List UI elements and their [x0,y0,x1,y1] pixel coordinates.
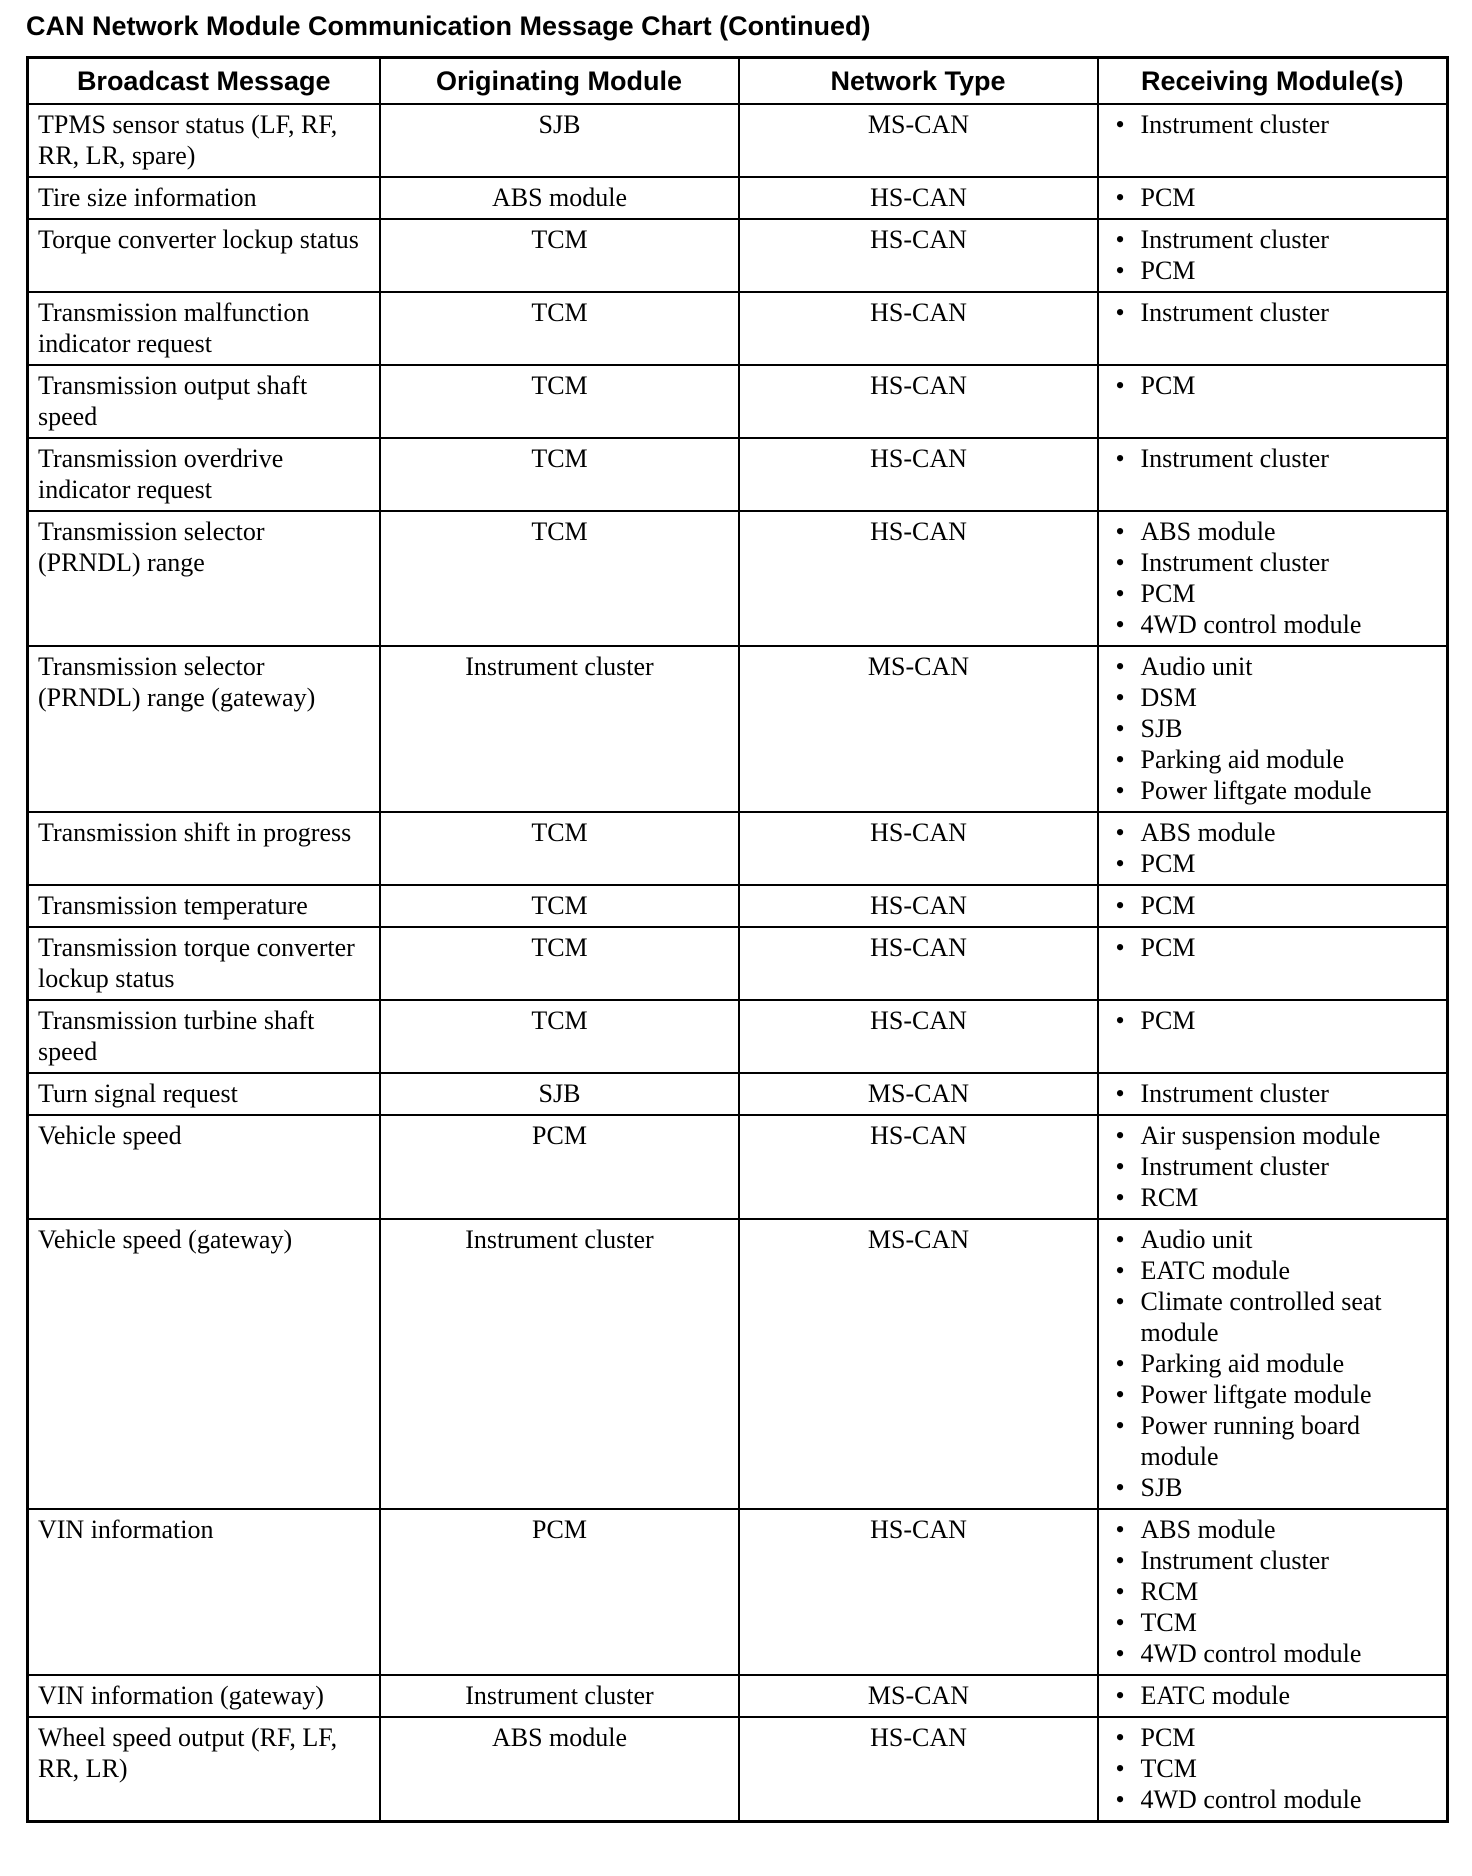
bullet-icon: • [1115,444,1125,473]
receiving-modules-list [1108,1078,1439,1109]
bullet-icon: • [1115,776,1125,805]
list-item [1108,1005,1439,1036]
network-type-cell: HS-CAN [739,1000,1098,1073]
table-row [28,1073,1448,1115]
broadcast-message-cell: Turn signal request [28,1073,380,1115]
receiving-module-label: SJB [1140,714,1183,743]
bullet-icon: • [1115,1152,1125,1181]
list-item [1108,1607,1439,1638]
receiving-module-label: Instrument cluster [1140,444,1329,473]
receiving-module-label: Power liftgate module [1140,1380,1372,1409]
receiving-module-label: DSM [1140,683,1197,712]
bullet-icon: • [1115,371,1125,400]
receiving-modules-cell [1098,1115,1448,1219]
table-row [28,104,1448,177]
network-type-cell: MS-CAN [739,1073,1098,1115]
bullet-icon: • [1115,1183,1125,1212]
receiving-module-label: RCM [1140,1183,1199,1212]
receiving-modules-cell [1098,177,1448,219]
bullet-icon: • [1115,714,1125,743]
list-item [1108,224,1439,255]
broadcast-message-cell: Torque converter lockup status [28,219,380,292]
list-item [1108,1472,1439,1503]
receiving-module-label: PCM [1140,579,1196,608]
table-row [28,1717,1448,1822]
receiving-modules-cell [1098,104,1448,177]
receiving-module-label: Instrument cluster [1140,1546,1329,1575]
bullet-icon: • [1115,225,1125,254]
bullet-icon: • [1115,579,1125,608]
list-item [1108,744,1439,775]
table-row [28,438,1448,511]
broadcast-message-cell: Transmission selector (PRNDL) range (gateway) [28,646,380,812]
receiving-module-label: Climate controlled seat module [1140,1287,1382,1347]
broadcast-message-cell: Transmission overdrive indicator request [28,438,380,511]
network-type-cell: HS-CAN [739,219,1098,292]
receiving-module-label: Instrument cluster [1140,298,1329,327]
broadcast-message-cell: Vehicle speed [28,1115,380,1219]
list-item [1108,932,1439,963]
receiving-modules-list [1108,817,1439,879]
list-item [1108,1753,1439,1784]
list-item [1108,1120,1439,1151]
bullet-icon: • [1115,933,1125,962]
table-row [28,365,1448,438]
receiving-modules-list [1108,890,1439,921]
list-item [1108,1255,1439,1286]
bullet-icon: • [1115,110,1125,139]
originating-module-cell: TCM [380,812,739,885]
bullet-icon: • [1115,1256,1125,1285]
broadcast-message-cell: Transmission torque converter lockup status [28,927,380,1000]
table-row [28,511,1448,646]
broadcast-message-cell: Transmission malfunction indicator request [28,292,380,365]
receiving-module-label: Instrument cluster [1140,110,1329,139]
network-type-cell: HS-CAN [739,885,1098,927]
bullet-icon: • [1115,1380,1125,1409]
network-type-cell: HS-CAN [739,927,1098,1000]
receiving-module-label: RCM [1140,1577,1199,1606]
document-page [26,10,1446,1823]
receiving-modules-list [1108,1722,1439,1815]
list-item [1108,1078,1439,1109]
table-row [28,1000,1448,1073]
table-row [28,1115,1448,1219]
receiving-module-label: PCM [1140,371,1196,400]
table-row [28,1219,1448,1509]
bullet-icon: • [1115,1608,1125,1637]
list-item [1108,1514,1439,1545]
receiving-modules-list [1108,109,1439,140]
originating-module-cell: PCM [380,1509,739,1675]
receiving-module-label: PCM [1140,1006,1196,1035]
bullet-icon: • [1115,183,1125,212]
header-receiving-modules: Receiving Module(s) [1098,58,1448,105]
originating-module-cell: TCM [380,885,739,927]
receiving-module-label: PCM [1140,933,1196,962]
list-item [1108,651,1439,682]
network-type-cell: HS-CAN [739,1115,1098,1219]
network-type-cell: HS-CAN [739,812,1098,885]
list-item [1108,775,1439,806]
bullet-icon: • [1115,1349,1125,1378]
bullet-icon: • [1115,1546,1125,1575]
table-row [28,177,1448,219]
receiving-modules-cell [1098,646,1448,812]
broadcast-message-cell: Transmission output shaft speed [28,365,380,438]
receiving-modules-list [1108,516,1439,640]
broadcast-message-cell: Transmission selector (PRNDL) range [28,511,380,646]
receiving-modules-list [1108,1514,1439,1669]
broadcast-message-cell: VIN information (gateway) [28,1675,380,1717]
list-item [1108,1224,1439,1255]
receiving-module-label: PCM [1140,1723,1196,1752]
list-item [1108,817,1439,848]
originating-module-cell: SJB [380,104,739,177]
network-type-cell: HS-CAN [739,1509,1098,1675]
table-body [28,104,1448,1822]
receiving-module-label: TCM [1140,1608,1197,1637]
network-type-cell: HS-CAN [739,177,1098,219]
originating-module-cell: ABS module [380,1717,739,1822]
receiving-module-label: Power liftgate module [1140,776,1372,805]
receiving-module-label: ABS module [1140,818,1276,847]
bullet-icon: • [1115,891,1125,920]
header-broadcast-message: Broadcast Message [28,58,380,105]
bullet-icon: • [1115,1754,1125,1783]
receiving-modules-cell [1098,219,1448,292]
broadcast-message-cell: Tire size information [28,177,380,219]
list-item [1108,1182,1439,1213]
message-chart-table [26,56,1449,1823]
receiving-module-label: Power running board module [1140,1411,1361,1471]
receiving-modules-list [1108,932,1439,963]
receiving-modules-list [1108,1120,1439,1213]
bullet-icon: • [1115,1473,1125,1502]
receiving-modules-list [1108,182,1439,213]
bullet-icon: • [1115,1079,1125,1108]
receiving-modules-list [1108,370,1439,401]
receiving-modules-list [1108,297,1439,328]
network-type-cell: HS-CAN [739,511,1098,646]
receiving-module-label: PCM [1140,891,1196,920]
table-row [28,292,1448,365]
originating-module-cell: Instrument cluster [380,1219,739,1509]
receiving-module-label: Air suspension module [1140,1121,1381,1150]
receiving-module-label: PCM [1140,849,1196,878]
receiving-modules-list [1108,651,1439,806]
bullet-icon: • [1115,1287,1125,1316]
list-item [1108,1379,1439,1410]
originating-module-cell: TCM [380,219,739,292]
list-item [1108,682,1439,713]
receiving-modules-list [1108,443,1439,474]
receiving-modules-cell [1098,438,1448,511]
bullet-icon: • [1115,1411,1125,1440]
receiving-module-label: EATC module [1140,1256,1290,1285]
originating-module-cell: Instrument cluster [380,646,739,812]
list-item [1108,578,1439,609]
bullet-icon: • [1115,256,1125,285]
receiving-module-label: EATC module [1140,1681,1290,1710]
originating-module-cell: TCM [380,927,739,1000]
bullet-icon: • [1115,1006,1125,1035]
list-item [1108,1638,1439,1669]
table-row [28,1509,1448,1675]
list-item [1108,1576,1439,1607]
receiving-modules-list [1108,224,1439,286]
originating-module-cell: TCM [380,1000,739,1073]
broadcast-message-cell: Transmission shift in progress [28,812,380,885]
network-type-cell: HS-CAN [739,1717,1098,1822]
originating-module-cell: PCM [380,1115,739,1219]
network-type-cell: MS-CAN [739,104,1098,177]
originating-module-cell: Instrument cluster [380,1675,739,1717]
table-row [28,885,1448,927]
receiving-module-label: ABS module [1140,517,1276,546]
receiving-modules-list [1108,1005,1439,1036]
list-item [1108,1410,1439,1472]
list-item [1108,1680,1439,1711]
list-item [1108,890,1439,921]
bullet-icon: • [1115,1225,1125,1254]
receiving-modules-cell [1098,1675,1448,1717]
broadcast-message-cell: TPMS sensor status (LF, RF, RR, LR, spare) [28,104,380,177]
originating-module-cell: ABS module [380,177,739,219]
bullet-icon: • [1115,1681,1125,1710]
broadcast-message-cell: Transmission temperature [28,885,380,927]
page-title: CAN Network Module Communication Message Chart (Continued) [26,11,871,41]
list-item [1108,1722,1439,1753]
list-item [1108,370,1439,401]
list-item [1108,1151,1439,1182]
receiving-modules-cell [1098,1219,1448,1509]
list-item [1108,109,1439,140]
broadcast-message-cell: Vehicle speed (gateway) [28,1219,380,1509]
receiving-module-label: ABS module [1140,1515,1276,1544]
broadcast-message-cell: Transmission turbine shaft speed [28,1000,380,1073]
network-type-cell: HS-CAN [739,292,1098,365]
network-type-cell: MS-CAN [739,646,1098,812]
bullet-icon: • [1115,517,1125,546]
receiving-module-label: Instrument cluster [1140,225,1329,254]
receiving-modules-cell [1098,1717,1448,1822]
receiving-modules-cell [1098,927,1448,1000]
list-item [1108,609,1439,640]
broadcast-message-cell: Wheel speed output (RF, LF, RR, LR) [28,1717,380,1822]
bullet-icon: • [1115,1577,1125,1606]
bullet-icon: • [1115,652,1125,681]
receiving-module-label: 4WD control module [1140,1785,1362,1814]
bullet-icon: • [1115,1515,1125,1544]
table-row [28,927,1448,1000]
receiving-module-label: TCM [1140,1754,1197,1783]
list-item [1108,1286,1439,1348]
list-item [1108,297,1439,328]
list-item [1108,1545,1439,1576]
receiving-modules-cell [1098,365,1448,438]
table-row [28,812,1448,885]
receiving-module-label: PCM [1140,256,1196,285]
network-type-cell: HS-CAN [739,365,1098,438]
receiving-modules-list [1108,1680,1439,1711]
receiving-module-label: 4WD control module [1140,610,1362,639]
network-type-cell: MS-CAN [739,1675,1098,1717]
receiving-modules-cell [1098,812,1448,885]
receiving-modules-cell [1098,1509,1448,1675]
receiving-module-label: Audio unit [1140,1225,1253,1254]
bullet-icon: • [1115,298,1125,327]
bullet-icon: • [1115,1785,1125,1814]
table-row [28,1675,1448,1717]
broadcast-message-cell: VIN information [28,1509,380,1675]
bullet-icon: • [1115,1723,1125,1752]
network-type-cell: HS-CAN [739,438,1098,511]
bullet-icon: • [1115,745,1125,774]
bullet-icon: • [1115,610,1125,639]
receiving-module-label: Audio unit [1140,652,1253,681]
originating-module-cell: TCM [380,511,739,646]
receiving-module-label: Instrument cluster [1140,548,1329,577]
bullet-icon: • [1115,548,1125,577]
list-item [1108,1348,1439,1379]
list-item [1108,713,1439,744]
receiving-module-label: Parking aid module [1140,1349,1345,1378]
header-network-type: Network Type [739,58,1098,105]
table-row [28,646,1448,812]
table-row [28,219,1448,292]
bullet-icon: • [1115,1639,1125,1668]
receiving-modules-list [1108,1224,1439,1503]
list-item [1108,516,1439,547]
list-item [1108,255,1439,286]
receiving-modules-cell [1098,1000,1448,1073]
list-item [1108,443,1439,474]
list-item [1108,1784,1439,1815]
originating-module-cell: SJB [380,1073,739,1115]
bullet-icon: • [1115,849,1125,878]
bullet-icon: • [1115,818,1125,847]
receiving-module-label: PCM [1140,183,1196,212]
header-row [28,58,1448,105]
receiving-modules-cell [1098,885,1448,927]
originating-module-cell: TCM [380,438,739,511]
list-item [1108,547,1439,578]
receiving-module-label: SJB [1140,1473,1183,1502]
receiving-module-label: Parking aid module [1140,745,1345,774]
receiving-modules-cell [1098,511,1448,646]
originating-module-cell: TCM [380,365,739,438]
receiving-module-label: Instrument cluster [1140,1079,1329,1108]
network-type-cell: MS-CAN [739,1219,1098,1509]
bullet-icon: • [1115,1121,1125,1150]
header-originating-module: Originating Module [380,58,739,105]
originating-module-cell: TCM [380,292,739,365]
receiving-module-label: 4WD control module [1140,1639,1362,1668]
bullet-icon: • [1115,683,1125,712]
list-item [1108,182,1439,213]
receiving-modules-cell [1098,292,1448,365]
receiving-modules-cell [1098,1073,1448,1115]
receiving-module-label: Instrument cluster [1140,1152,1329,1181]
list-item [1108,848,1439,879]
